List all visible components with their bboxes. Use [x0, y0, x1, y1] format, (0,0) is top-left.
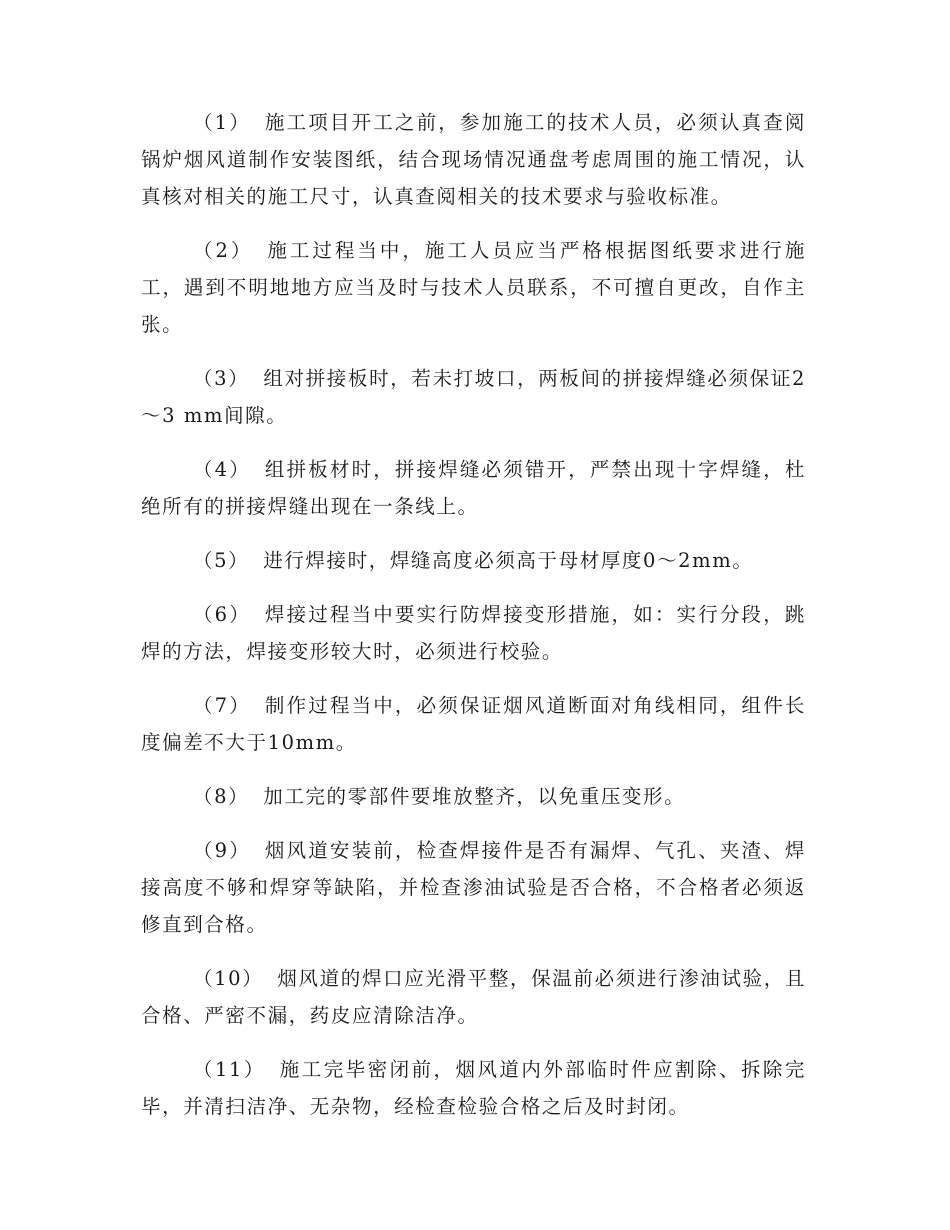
paragraph-item-11	[141, 1051, 806, 1125]
item-number: （5）	[193, 549, 250, 572]
item-number: （9）	[193, 839, 251, 862]
item-number: （8）	[193, 785, 250, 808]
paragraph-item-6	[141, 596, 806, 670]
paragraph-item-7	[141, 687, 806, 761]
item-text: 组拼板材时，拼接焊缝必须错开，严禁出现十字焊缝，杜绝所有的拼接焊缝出现在一条线上。	[141, 458, 806, 518]
paragraph-item-3	[141, 360, 806, 434]
item-text: 进行焊接时，焊缝高度必须高于母材厚度0～2mm。	[263, 549, 754, 572]
item-text: 制作过程当中，必须保证烟风道断面对角线相同，组件长度偏差不大于10mm。	[141, 694, 806, 754]
item-text: 施工项目开工之前，参加施工的技术人员，必须认真查阅锅炉烟风道制作安装图纸，结合现场情况通盘考虑周围的施工情况，认真核对相关的施工尺寸，认真查阅相关的技术要求与验收标准。	[141, 111, 806, 208]
item-text: 施工完毕密闭前，烟风道内外部临时件应割除、拆除完毕，并清扫洁净、无杂物，经检查检验合格之后及时封闭。	[141, 1058, 806, 1118]
item-number: （10）	[193, 967, 264, 990]
paragraph-item-5	[141, 542, 806, 579]
paragraph-item-2	[141, 232, 806, 343]
item-text: 组对拼接板时，若未打坡口，两板间的拼接焊缝必须保证2～3 mm间隙。	[141, 367, 806, 427]
item-number: （6）	[193, 603, 251, 626]
item-text: 加工完的零部件要堆放整齐，以免重压变形。	[263, 785, 686, 808]
item-number: （3）	[193, 367, 250, 390]
item-number: （2）	[193, 239, 254, 262]
item-number: （7）	[193, 694, 251, 717]
document-body	[141, 104, 806, 1142]
item-text: 焊接过程当中要实行防焊接变形措施，如：实行分段，跳焊的方法，焊接变形较大时，必须进行校验。	[141, 603, 806, 663]
item-number: （11）	[193, 1058, 266, 1081]
paragraph-item-8	[141, 778, 806, 815]
paragraph-item-1	[141, 104, 806, 215]
paragraph-item-9	[141, 832, 806, 943]
item-number: （4）	[193, 458, 251, 481]
item-text: 烟风道安装前，检查焊接件是否有漏焊、气孔、夹渣、焊接高度不够和焊穿等缺陷，并检查渗油试验是否合格，不合格者必须返修直到合格。	[141, 839, 806, 936]
item-number: （1）	[193, 111, 251, 134]
item-text: 烟风道的焊口应光滑平整，保温前必须进行渗油试验，且合格、严密不漏，药皮应清除洁净。	[141, 967, 806, 1027]
paragraph-item-4	[141, 451, 806, 525]
paragraph-item-10	[141, 960, 806, 1034]
item-text: 施工过程当中，施工人员应当严格根据图纸要求进行施工，遇到不明地地方应当及时与技术人员联系，不可擅自更改，自作主张。	[141, 239, 806, 336]
